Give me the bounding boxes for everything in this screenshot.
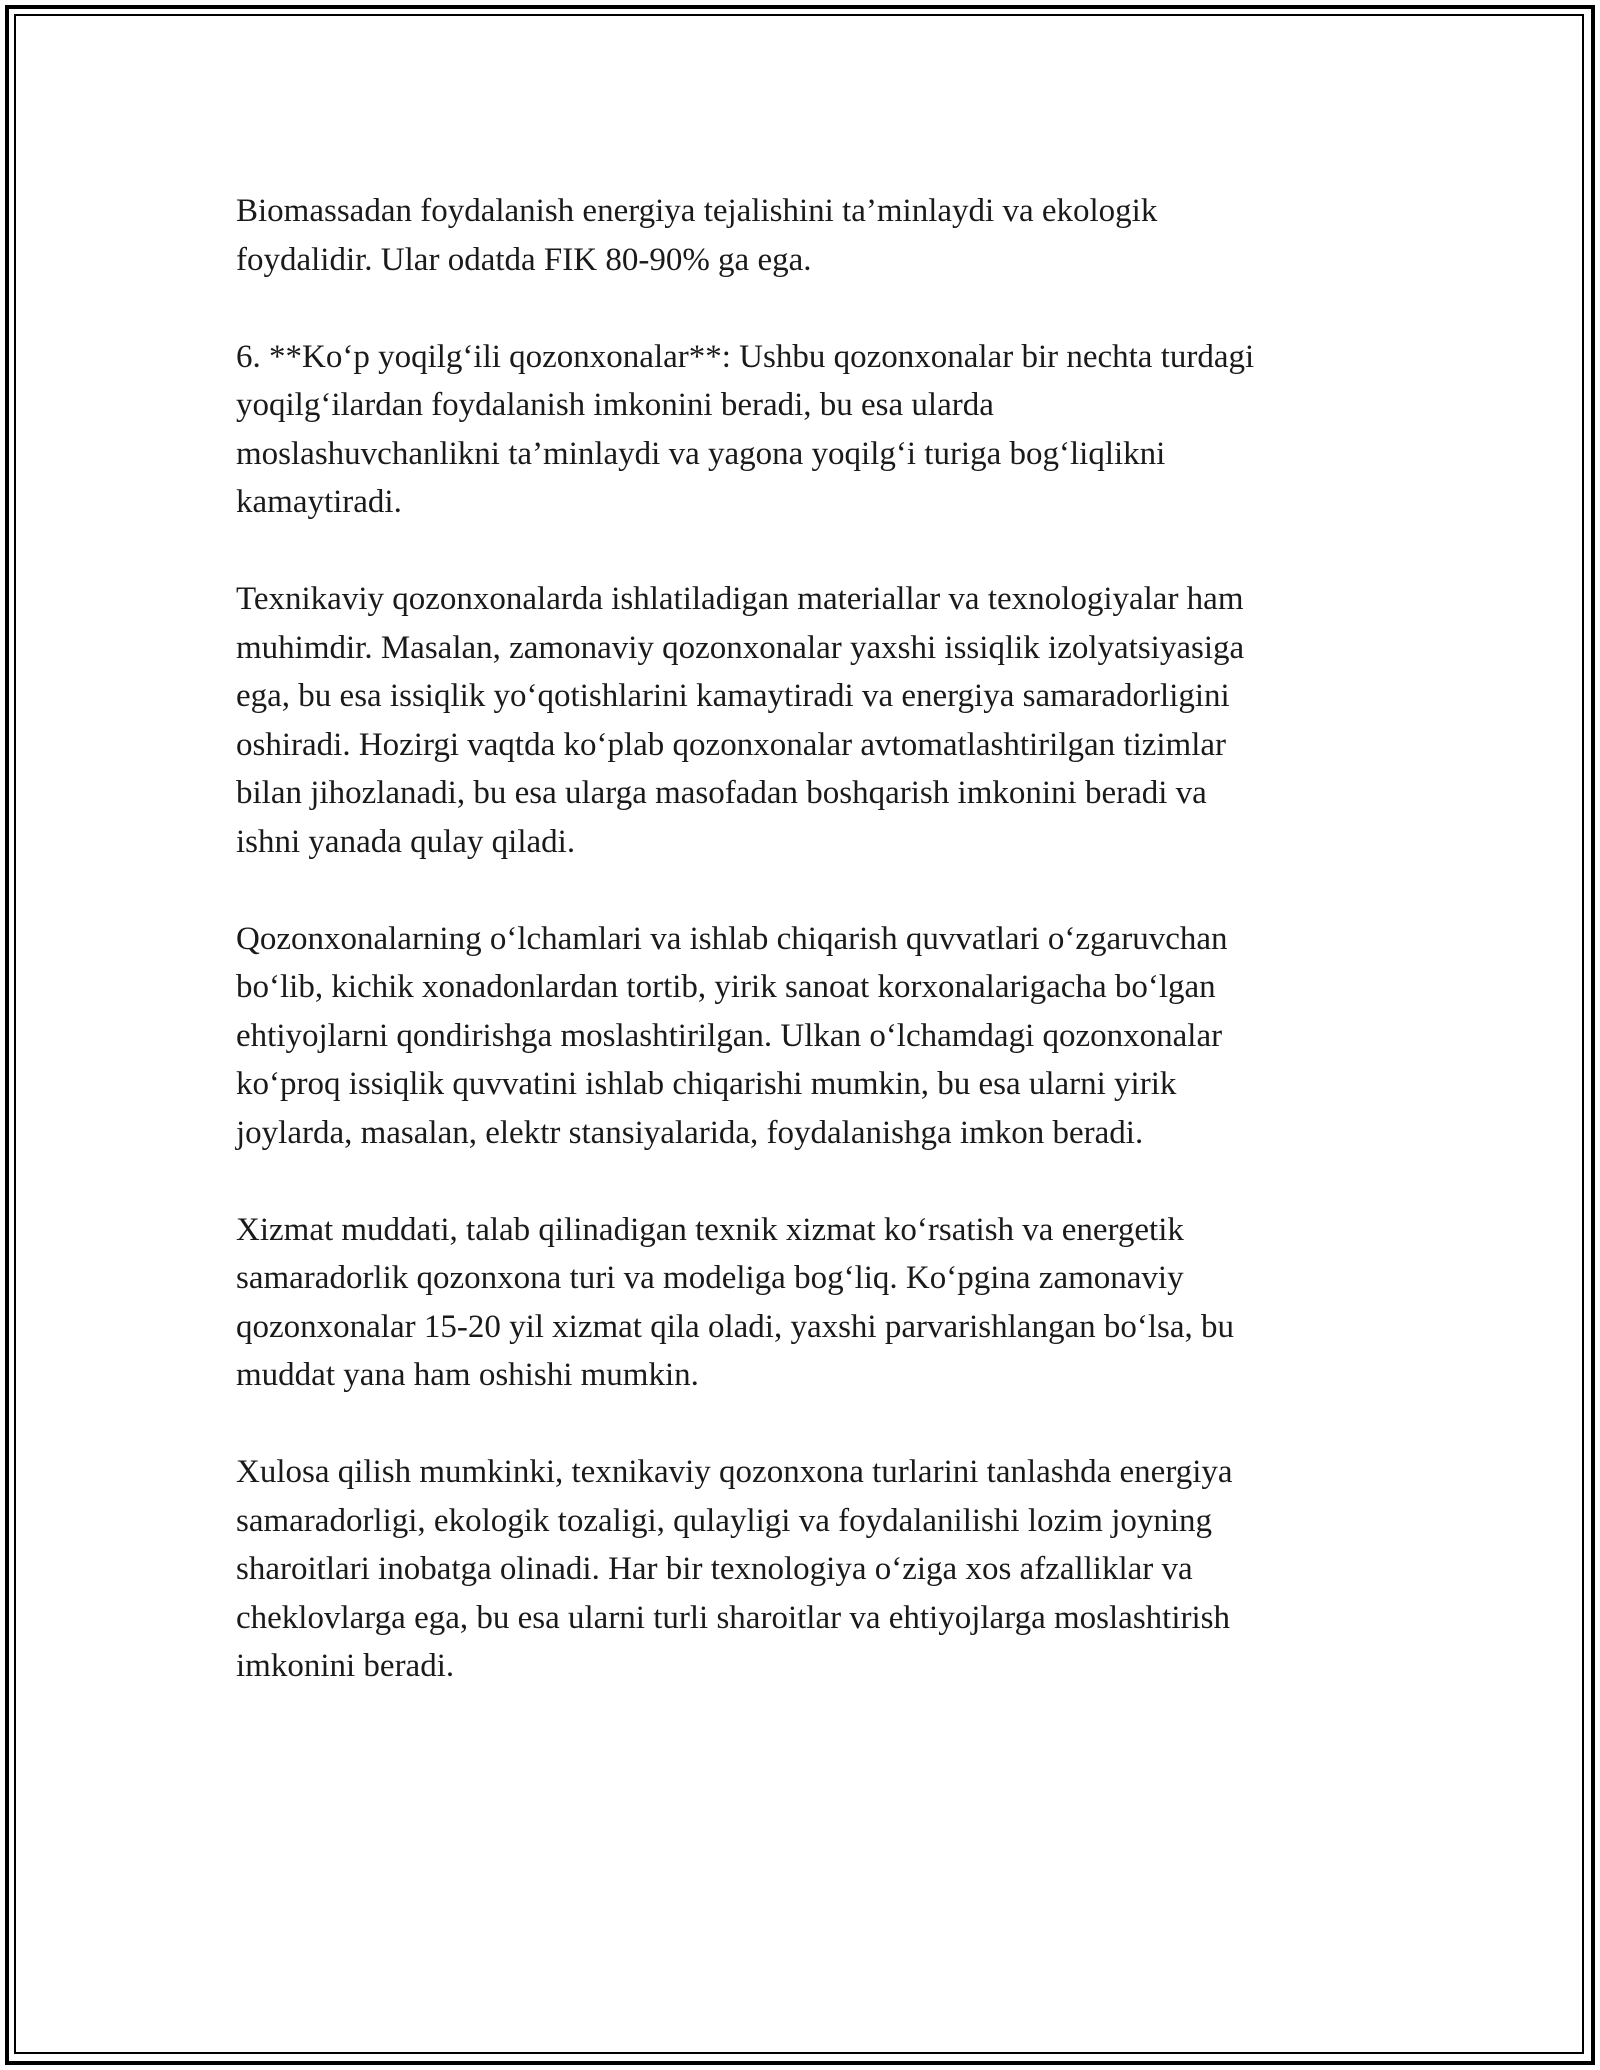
paragraph-service-life: Xizmat muddati, talab qilinadigan texnik xizmat ko‘rsatish va energetik samaradorlik qozonxona turi va modeliga bog‘liq. Ko‘pgina zamonaviy qozonxonalar 15-20 yil xizmat qila oladi, yaxshi parvarishlangan bo‘lsa, bu muddat yana ham oshishi mumkin.	[236, 1211, 1234, 1393]
paragraph-materials-technologies: Texnikaviy qozonxonalarda ishlatiladigan materiallar va texnologiyalar ham muhimdir. Masalan, zamonaviy qozonxonalar yaxshi issiqlik izolyatsiyasiga ega, bu esa issiqlik yo‘qotishlarini kamaytiradi va energiya samaradorligini oshiradi. Hozirgi vaqtda ko‘plab qozonxonalar avtomatlashtirilgan tizimlar bilan jihozlanadi, bu esa ularga masofadan boshqarish imkonini beradi va ishni yanada qulay qiladi.	[236, 581, 1245, 860]
paragraph-biomass: Biomassadan foydalanish energiya tejalishini ta’minlaydi va ekologik foydalidir. Ular odatda FIK 80-90% ga ega.	[236, 193, 1158, 278]
paragraph-conclusion: Xulosa qilish mumkinki, texnikaviy qozonxona turlarini tanlashda energiya samaradorligi, ekologik tozaligi, qulayligi va foydalanilishi lozim joyning sharoitlari inobatga olinadi. Har bir texnologiya o‘ziga xos afzalliklar va cheklovlarga ega, bu esa ularni turli sharoitlar va ehtiyojlarga moslashtirish imkonini beradi.	[236, 1454, 1233, 1684]
paragraph-sizes-capacities: Qozonxonalarning o‘lchamlari va ishlab chiqarish quvvatlari o‘zgaruvchan bo‘lib, kichik xonadonlardan tortib, yirik sanoat korxonalarigacha bo‘lgan ehtiyojlarni qondirishga moslashtirilgan. Ulkan o‘lchamdagi qozonxonalar ko‘proq issiqlik quvvatini ishlab chiqarishi mumkin, bu esa ularni yirik joylarda, masalan, elektr stansiyalarida, foydalanishga imkon beradi.	[236, 920, 1228, 1151]
paragraph-multi-fuel-boilers: 6. **Ko‘p yoqilg‘ili qozonxonalar**: Ushbu qozonxonalar bir nechta turdagi yoqilg‘ilardan foydalanish imkonini beradi, bu esa ularda moslashuvchanlikni ta’minlaydi va yagona yoqilg‘i turiga bog‘liqlikni kamaytiradi.	[236, 338, 1255, 520]
document-body	[236, 187, 1376, 1739]
